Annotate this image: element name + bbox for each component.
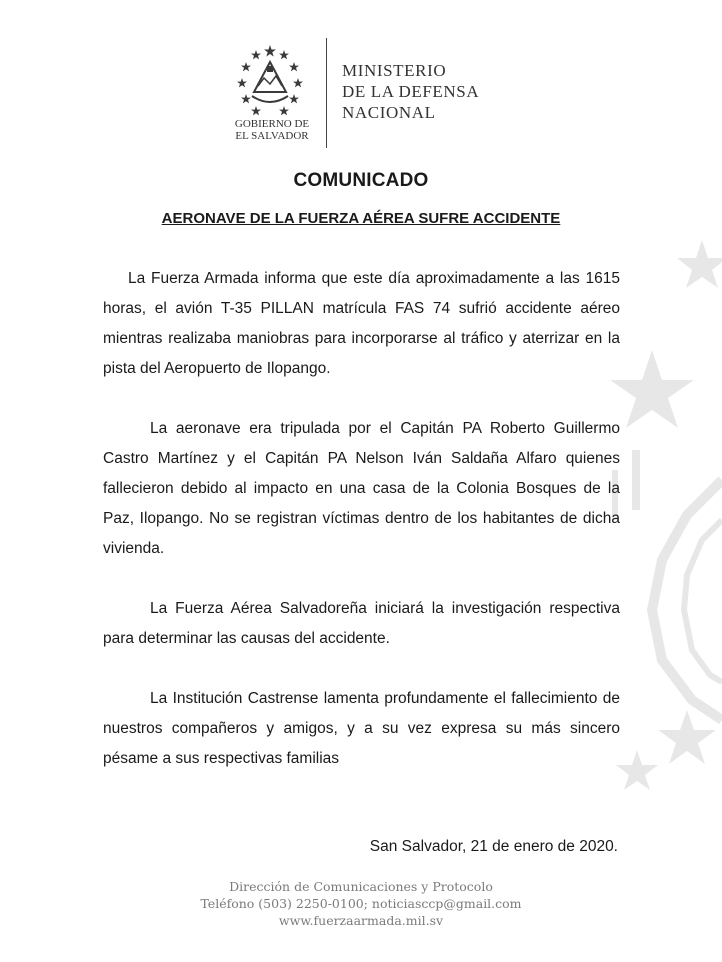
paragraph-2: La aeronave era tripulada por el Capitán PA Roberto Guillermo Castro Martínez y el Capitán PA Nelson Iván Saldaña Alfaro quienes fallecieron debido al impacto en una casa de la Colonia Bosques de la Paz, Ilopango. No se registran víctimas dentro de los habitantes de dicha vivienda. (103, 420, 620, 557)
letterhead (226, 36, 526, 152)
document-subtitle: AERONAVE DE LA FUERZA AÉREA SUFRE ACCIDENTE (161, 210, 561, 227)
ministry-line-2: DE LA DEFENSA (342, 82, 480, 101)
ministry-line-3: NACIONAL (342, 103, 436, 122)
date-line: San Salvador, 21 de enero de 2020. (369, 838, 618, 855)
ministry-name (342, 60, 479, 123)
coat-of-arms-icon (234, 42, 306, 122)
footer-contact: Teléfono (503) 2250-0100; noticiasccp@gmail.com (200, 896, 522, 911)
paragraph-1: La Fuerza Armada informa que este día aproximadamente a las 1615 horas, el avión T-35 PILLAN matrícula FAS 74 sufrió accidente aéreo mientras realizaba maniobras para incorporarse al tráfico y aterrizar en la pista del Aeropuerto de Ilopango. (103, 270, 620, 377)
government-name (226, 118, 318, 142)
ministry-line-1: MINISTERIO (342, 61, 447, 80)
footer (0, 878, 722, 929)
paragraph-3: La Fuerza Aérea Salvadoreña iniciará la investigación respectiva para determinar las causas del accidente. (103, 600, 620, 647)
footer-website: www.fuerzaarmada.mil.sv (278, 913, 444, 928)
paragraph-4: La Institución Castrense lamenta profundamente el fallecimiento de nuestros compañeros y amigos, y a su vez expresa su más sincero pésame a sus respectivas familias (103, 690, 620, 767)
gov-line-2: EL SALVADOR (235, 130, 309, 142)
document-title: COMUNICADO (293, 170, 429, 191)
header-divider (326, 38, 327, 148)
document-body (103, 264, 620, 804)
gov-line-1: GOBIERNO DE (234, 118, 310, 130)
footer-department: Dirección de Comunicaciones y Protocolo (229, 879, 493, 894)
